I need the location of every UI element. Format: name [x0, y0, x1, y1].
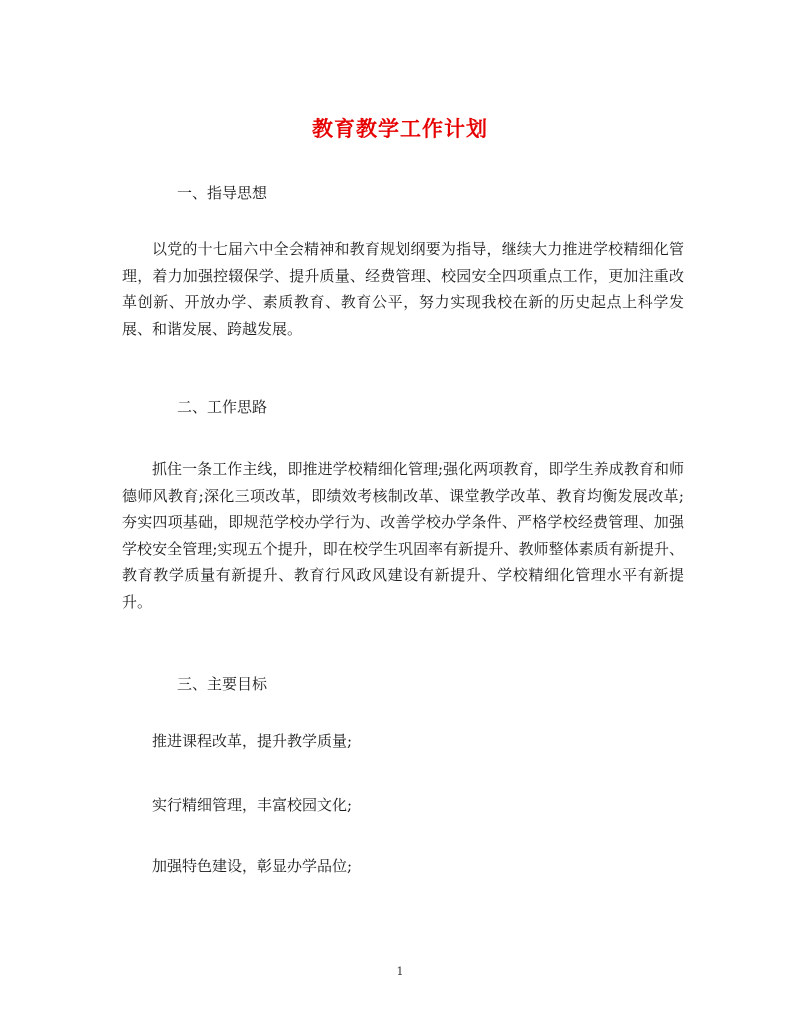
document-title: 教育教学工作计划 [312, 116, 488, 141]
section-heading-guiding-ideology: 一、指导思想 [177, 184, 268, 202]
goal-item: 实行精细管理，丰富校园文化; [152, 796, 353, 814]
goal-item: 加强特色建设，彰显办学品位; [152, 857, 353, 875]
section-paragraph-guiding-ideology: 以党的十七届六中全会精神和教育规划纲要为指导，继续大力推进学校精细化管理，着力加强控辍保学、提升质量、经费管理、校园安全四项重点工作，更加注重改革创新、开放办学、素质教育、教育公平，努力实现我校在新的历史起点上科学发展、和谐发展、跨越发展。 [122, 240, 684, 338]
goal-item: 推进课程改革，提升教学质量; [152, 732, 353, 750]
section-heading-work-approach: 二、工作思路 [177, 398, 268, 416]
section-heading-main-goals: 三、主要目标 [177, 675, 268, 693]
section-paragraph-work-approach: 抓住一条工作主线，即推进学校精细化管理;强化两项教育，即学生养成教育和师德师风教育;深化三项改革，即绩效考核制改革、课堂教学改革、教育均衡发展改革;夯实四项基础，即规范学校办学行为、改善学校办学条件、严格学校经费管理、加强学校安全管理;实现五个提升，即在校学生巩固率有新提升、教师整体素质有新提升、教育教学质量有新提升、教育行风政风建设有新提升、学校精细化管理水平有新提升。 [122, 460, 684, 611]
page-number: 1 [396, 965, 404, 978]
